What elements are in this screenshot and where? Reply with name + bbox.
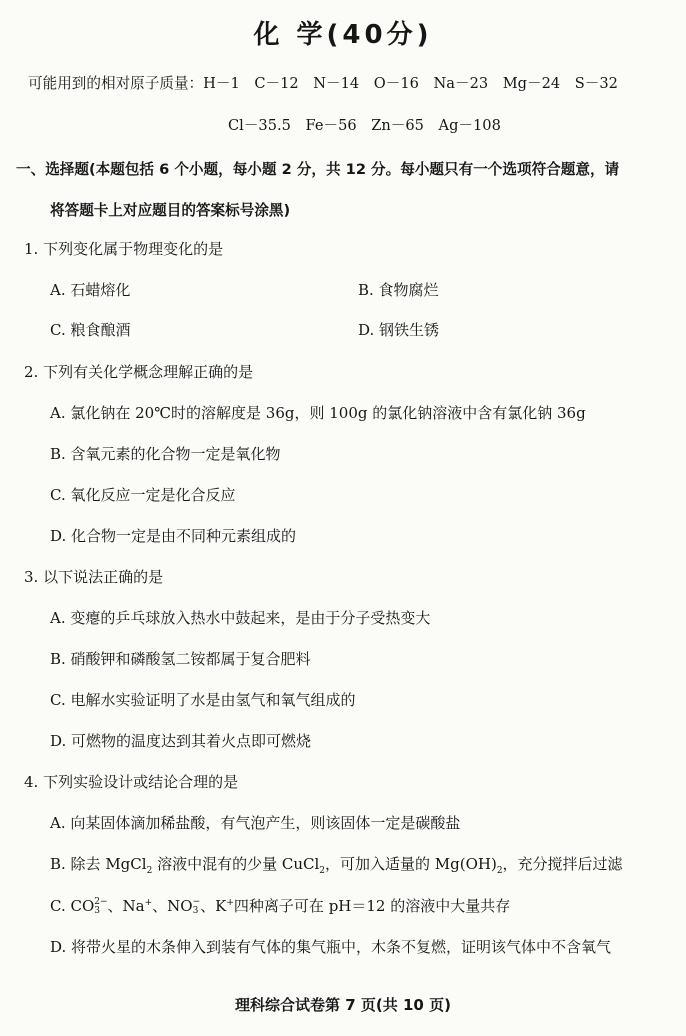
question-4-option-c: C. CO 2− 3 、Na+、NO − 3 、K+四种离子可在 pH＝12 的溶液中大量共存 (50, 897, 511, 916)
question-3-stem: 3. 以下说法正确的是 (24, 568, 164, 586)
question-2-option-c: C. 氧化反应一定是化合反应 (50, 486, 236, 504)
question-4-option-d: D. 将带火星的木条伸入到装有气体的集气瓶中，木条不复燃，证明该气体中不含氧气 (50, 938, 612, 956)
question-1-stem: 1. 下列变化属于物理变化的是 (24, 240, 224, 258)
question-2-option-a: A. 氯化钠在 20℃时的溶解度是 36g，则 100g 的氯化钠溶液中含有氯化钠 36g (50, 404, 586, 422)
section-heading-continued: 将答题卡上对应题目的答案标号涂黑) (50, 202, 291, 219)
atomic-mass-line-1: 可能用到的相对原子质量：H－1 C－12 N－14 O－16 Na－23 Mg－24 S－32 (28, 75, 618, 92)
question-1-option-d: D. 钢铁生锈 (358, 321, 440, 339)
atomic-mass-line-2: Cl－35.5 Fe－56 Zn－65 Ag－108 (228, 117, 501, 134)
question-3-option-d: D. 可燃物的温度达到其着火点即可燃烧 (50, 732, 312, 750)
question-2-option-b: B. 含氧元素的化合物一定是氧化物 (50, 445, 281, 463)
question-4-option-a: A. 向某固体滴加稀盐酸，有气泡产生，则该固体一定是碳酸盐 (50, 814, 461, 832)
section-heading: 一、选择题(本题包括 6 个小题，每小题 2 分，共 12 分。每小题只有一个选项符合题意，请 (16, 161, 620, 178)
question-2-option-d: D. 化合物一定是由不同种元素组成的 (50, 527, 297, 545)
page-title: 化 学(40分) (253, 20, 433, 50)
question-1-option-b: B. 食物腐烂 (358, 281, 439, 299)
question-4-option-b: B. 除去 MgCl$_2$ 溶液中混有的少量 CuCl$_2$，可加入适量的 $Mg(OH)_2$，充分搅拌后过滤 (50, 855, 623, 876)
question-1-option-a: A. 石蜡熔化 (50, 281, 131, 299)
question-4-stem: 4. 下列实验设计或结论合理的是 (24, 773, 239, 791)
question-3-option-c: C. 电解水实验证明了水是由氢气和氧气组成的 (50, 691, 356, 709)
question-3-option-b: B. 硝酸钾和磷酸氢二铵都属于复合肥料 (50, 650, 311, 668)
question-2-stem: 2. 下列有关化学概念理解正确的是 (24, 363, 254, 381)
page-footer: 理科综合试卷第 7 页(共 10 页) (235, 996, 451, 1014)
question-3-option-a: A. 变瘪的乒乓球放入热水中鼓起来，是由于分子受热变大 (50, 609, 431, 627)
question-1-option-c: C. 粮食酿酒 (50, 321, 131, 339)
